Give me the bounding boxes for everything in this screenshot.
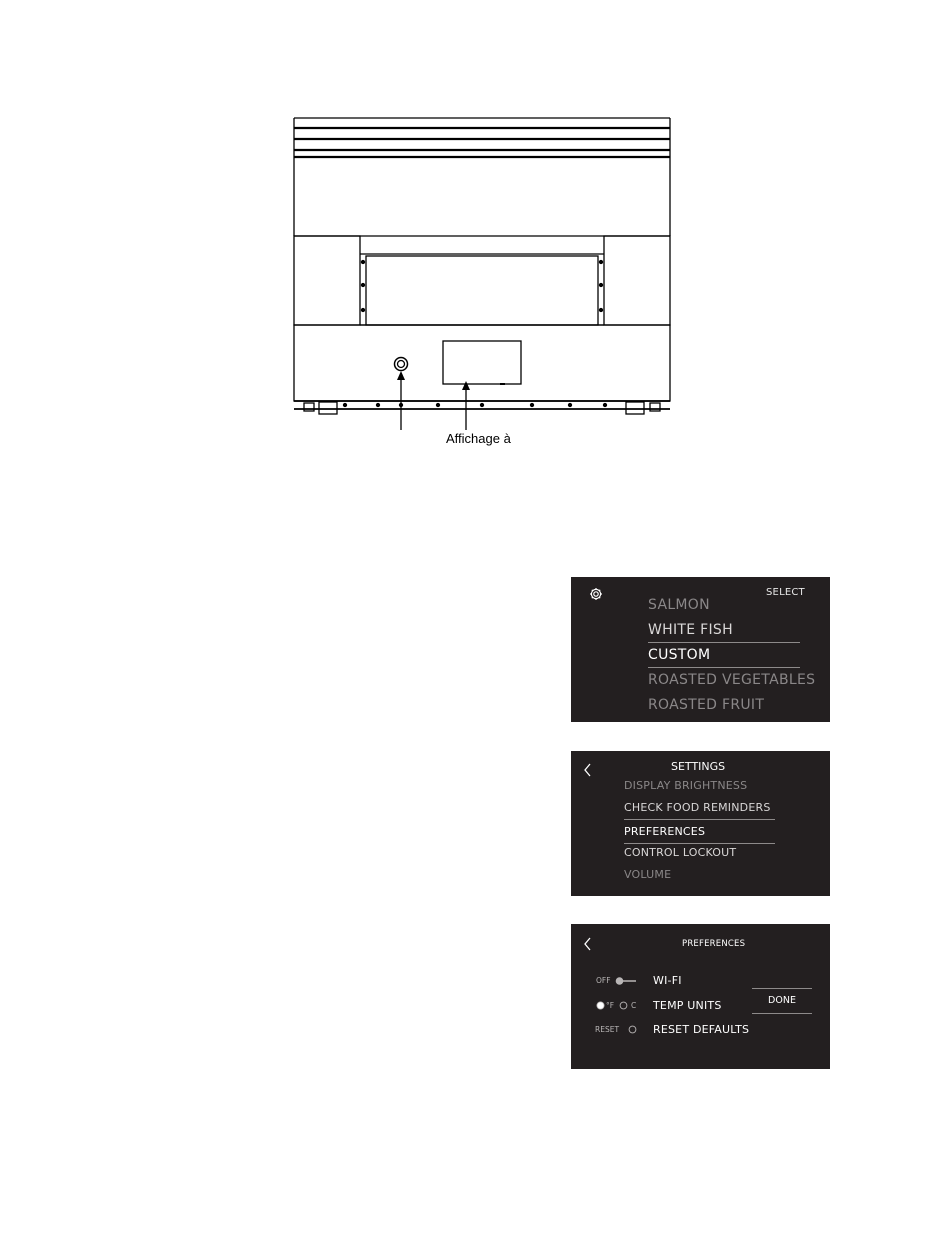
wifi-state-label: OFF: [596, 976, 611, 985]
menu-item-white-fish[interactable]: WHITE FISH: [648, 622, 733, 638]
settings-screen: [571, 751, 830, 896]
wifi-toggle[interactable]: [615, 976, 637, 986]
selection-divider-bottom: [624, 843, 775, 844]
oven-front-diagram: [0, 0, 950, 460]
settings-item-check-food-reminders[interactable]: CHECK FOOD REMINDERS: [624, 801, 771, 814]
reset-radio[interactable]: [628, 1025, 637, 1034]
done-button[interactable]: DONE: [752, 988, 812, 1014]
celsius-label: C: [631, 1001, 637, 1010]
menu-item-custom[interactable]: CUSTOM: [648, 647, 711, 663]
settings-item-volume[interactable]: VOLUME: [624, 868, 672, 881]
settings-item-display-brightness[interactable]: DISPLAY BRIGHTNESS: [624, 779, 748, 792]
menu-item-roasted-vegetables[interactable]: ROASTED VEGETABLES: [648, 672, 816, 688]
menu-item-roasted-fruit[interactable]: ROASTED FRUIT: [648, 697, 765, 713]
menu-item-salmon[interactable]: SALMON: [648, 597, 710, 613]
radio-celsius[interactable]: [619, 1001, 628, 1010]
selection-divider-top: [648, 642, 800, 643]
select-header: SELECT: [766, 587, 805, 598]
settings-title: SETTINGS: [671, 760, 726, 773]
selection-divider-bottom: [648, 667, 800, 668]
preferences-screen: [571, 924, 830, 1069]
chevron-left-icon[interactable]: [583, 762, 593, 778]
settings-item-preferences[interactable]: PREFERENCES: [624, 825, 706, 838]
selection-divider-top: [624, 819, 775, 820]
wifi-label: WI-FI: [653, 974, 682, 987]
fahrenheit-label: °F: [606, 1001, 615, 1010]
gear-icon[interactable]: [589, 587, 603, 601]
temp-units-label: TEMP UNITS: [653, 999, 722, 1012]
settings-item-control-lockout[interactable]: CONTROL LOCKOUT: [624, 846, 737, 859]
select-screen: [571, 577, 830, 722]
reset-control-label: RESET: [595, 1025, 620, 1034]
display-callout-label: Affichage à: [446, 431, 511, 446]
reset-defaults-label: RESET DEFAULTS: [653, 1023, 750, 1036]
preferences-title: PREFERENCES: [682, 939, 746, 949]
radio-fahrenheit-selected[interactable]: [596, 1001, 605, 1010]
chevron-left-icon[interactable]: [583, 936, 593, 952]
